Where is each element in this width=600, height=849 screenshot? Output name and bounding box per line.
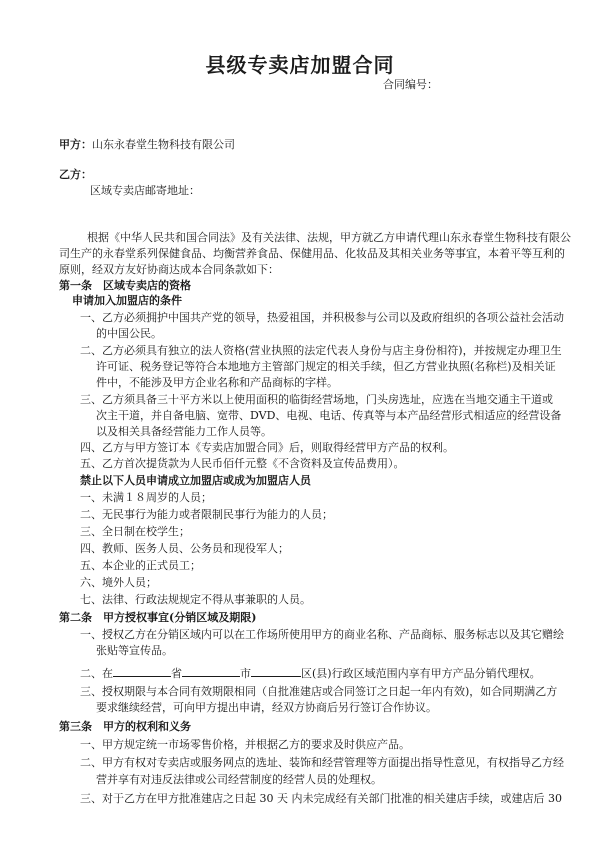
rights-line: 营并享有对违反法律或公司经营制度的经营人员的处理权。 — [96, 773, 382, 786]
district-blank[interactable] — [251, 665, 301, 677]
rights-line: 一、甲方规定统一市场零售价格，并根据乙方的要求及时供应产品。 — [80, 738, 410, 751]
condition-line: 三、乙方须具备三十平方米以上使用面积的临街经营场地，门头房选址，应选在当地交通主干道或 — [80, 393, 553, 406]
contract-number-label: 合同编号： — [383, 78, 438, 91]
authorization-line: 要求继续经营，可向甲方提出申请，经双方协商后另行签订合作协议。 — [96, 701, 437, 714]
authorization-region-line — [80, 665, 541, 681]
prohibited-item: 三、全日制在校学生； — [80, 525, 190, 538]
condition-line: 以及相关具备经营能力工作人员等。 — [96, 425, 272, 438]
prohibited-item: 一、未满１８周岁的人员； — [80, 491, 212, 504]
city-label: 市 — [240, 667, 251, 680]
article-1-heading: 第一条 区域专卖店的资格 — [59, 279, 191, 292]
section-heading-prohibited: 禁止以下人员申请成立加盟店或成为加盟店人员 — [80, 474, 311, 487]
prohibited-item: 四、教师、医务人员、公务员和现役军人； — [80, 542, 289, 555]
condition-line: 件中，不能涉及甲方企业名称和产品商标的字样。 — [96, 376, 338, 389]
condition-line: 次主干道，并自备电脑、宽带、DVD、电视、电话、传真等与本产品经营形式相适应的经营设备 — [96, 409, 562, 422]
rights-line: 三、对于乙方在甲方批准建店之日起 30 天 内未完成经有关部门批准的相关建店手续，或建店后 30 — [80, 792, 562, 805]
authorization-line: 三、授权期限与本合同有效期限相同（自批准建店或合同签订之日起一年内有效)，如合同期满乙方 — [80, 685, 558, 698]
province-blank[interactable] — [113, 665, 171, 677]
party-a-line — [59, 138, 235, 152]
article-2-heading: 第二条 甲方授权事宜(分销区域及期限) — [59, 611, 257, 624]
intro-line: 根据《中华人民共和国合同法》及有关法律、法规，甲方就乙方申请代理山东永春堂生物科技有限公 — [87, 231, 571, 244]
authorization-line: 张贴等宣传品。 — [96, 644, 173, 657]
region-tail: 区(县)行政区域范围内享有甲方产品分销代理权。 — [301, 667, 541, 680]
prohibited-item: 七、法律、行政法规规定不得从事兼职的人员。 — [80, 593, 311, 606]
rights-line: 二、甲方有权对专卖店或服务网点的选址、装饰和经营管理等方面提出指导性意见，有权指导乙方经 — [80, 756, 564, 769]
condition-line: 的中国公民。 — [96, 327, 162, 340]
intro-line: 原则，经双方友好协商达成本合同条款如下： — [59, 263, 279, 276]
prohibited-item: 五、本企业的正式员工； — [80, 559, 201, 572]
party-a-name: 山东永春堂生物科技有限公司 — [92, 138, 235, 151]
condition-line: 四、乙方与甲方签订本《专卖店加盟合同》后，则取得经营甲方产品的权利。 — [80, 441, 454, 454]
document-title: 县级专卖店加盟合同 — [205, 53, 395, 77]
section-heading-join-conditions: 申请加入加盟店的条件 — [72, 294, 182, 307]
party-b-label: 乙方： — [59, 168, 92, 181]
province-label: 省 — [171, 667, 182, 680]
condition-line: 一、乙方必须拥护中国共产党的领导，热爱祖国，并积极参与公司以及政府组织的各项公益社会活动 — [80, 311, 564, 324]
region-prefix: 二、在 — [80, 667, 113, 680]
mailing-address-label: 区域专卖店邮寄地址： — [90, 184, 200, 197]
condition-line: 二、乙方必须具有独立的法人资格(营业执照的法定代表人身份与店主身份相符)，并按规定办理卫生 — [80, 344, 562, 357]
party-a-label: 甲方： — [59, 138, 92, 151]
condition-line: 许可证、税务登记等符合本地地方主管部门规定的相关手续，但乙方营业执照(名称栏)及相关证 — [96, 360, 556, 373]
article-3-heading: 第三条 甲方的权利和义务 — [59, 720, 191, 733]
authorization-line: 一、授权乙方在分销区域内可以在工作场所使用甲方的商业名称、产品商标、服务标志以及其它赠绘 — [80, 628, 564, 641]
condition-line: 五、乙方首次提货款为人民币佰仟元整《不含资料及宣传品费用）。 — [80, 457, 405, 470]
city-blank[interactable] — [182, 665, 240, 677]
intro-line: 司生产的永春堂系列保健食品、均衡营养食品、保健用品、化妆品及其相关业务等事宜，本着平等互利的 — [59, 247, 565, 260]
prohibited-item: 二、无民事行为能力或者限制民事行为能力的人员； — [80, 508, 333, 521]
prohibited-item: 六、境外人员； — [80, 576, 157, 589]
